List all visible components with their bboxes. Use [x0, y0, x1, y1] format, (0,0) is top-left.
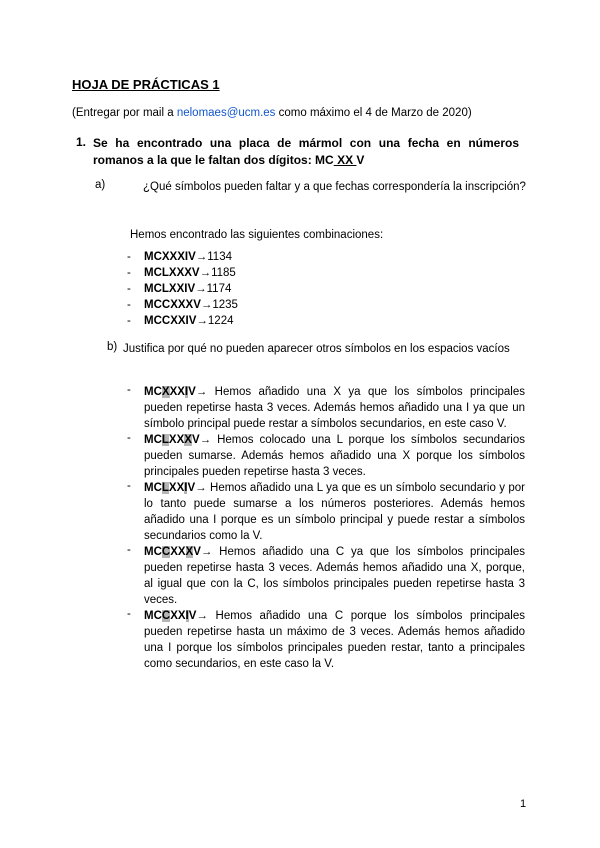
question-number: 1. [76, 135, 87, 149]
decimal-value: 1185 [211, 267, 236, 279]
decimal-value: 1174 [206, 283, 232, 295]
roman-numeral: MCXXXIV [144, 386, 196, 398]
roman-prefix: MC [315, 153, 334, 167]
question-body: Se ha encontrado una placa de mármol con una fecha en números romanos a la que le faltan dos dígitos: [93, 136, 519, 167]
highlighted-symbol: X [161, 386, 170, 398]
justification-item [127, 544, 525, 608]
part-b-question [123, 341, 528, 358]
bullet-dash: - [127, 384, 131, 396]
combination-item [127, 265, 238, 281]
roman-numeral: MCCXXIV [144, 315, 197, 327]
combination-item [127, 297, 238, 313]
bullet-dash: - [127, 267, 131, 279]
justification-text: Hemos colocado una L porque los símbolos secundarios pueden sumarse. Además hemos añadido una X porque los símbolos principales pueden repetirse hasta 3 veces. [144, 434, 525, 478]
arrow-icon: → [200, 299, 213, 311]
arrow-icon: → [199, 267, 212, 279]
arrow-icon: → [196, 315, 208, 327]
part-b-label: b) [107, 341, 118, 353]
justification-text: Hemos añadido una X ya que los símbolos principales pueden repetirse hasta 3 veces. Además hemos añadido una I ya que un símbolo principal puede restar a símbolos secundarios, en este caso V. [144, 386, 525, 430]
highlighted-symbol: C [161, 546, 171, 558]
bullet-dash: - [127, 251, 131, 263]
combination-item [127, 313, 238, 329]
page-number: 1 [520, 798, 527, 810]
justifications-list [127, 384, 525, 672]
highlighted-symbol: I [184, 386, 189, 398]
bullet-dash: - [127, 299, 131, 311]
roman-numeral: MCLXXXV [144, 434, 200, 446]
roman-numeral: MCCXXXV [144, 299, 201, 311]
justification-item [127, 480, 525, 544]
roman-numeral: MCXXXIV [144, 251, 196, 263]
justification-body [144, 480, 525, 544]
arrow-icon: → [200, 546, 213, 558]
part-b-question-text: Justifica por qué no pueden aparecer otros símbolos en los espacios vacíos [123, 343, 510, 355]
arrow-icon: → [195, 283, 207, 295]
combination-item [127, 249, 238, 265]
bullet-dash: - [127, 480, 131, 492]
justification-body [144, 608, 525, 672]
email-link[interactable]: nelomaes@ucm.es [176, 107, 276, 119]
justification-text: Hemos añadido una L ya que es un símbolo secundario y por lo tanto puede sumarse a los números posteriores. Además hemos añadido una I porque es un símbolo principal y puede restar a símbolos secundarios como la V. [144, 482, 525, 542]
arrow-icon: → [195, 482, 207, 494]
bullet-dash: - [127, 283, 131, 295]
highlighted-symbol: C [161, 610, 171, 622]
highlighted-symbol: X [185, 546, 194, 558]
justification-item [127, 608, 525, 672]
part-a-label: a) [95, 179, 106, 191]
roman-numeral: MCLXXIV [144, 482, 196, 494]
highlighted-symbol: X [184, 434, 192, 446]
arrow-icon: → [195, 386, 208, 398]
instructions-after: como máximo el 4 de Marzo de 2020) [275, 107, 472, 119]
part-a-question: ¿Qué símbolos pueden faltar y a que fechas correspondería la inscripción? [143, 181, 526, 193]
arrow-icon: → [195, 251, 208, 263]
roman-mid: XX [337, 153, 354, 167]
justification-text: Hemos añadido una C porque los símbolos principales pueden repetirse hasta un máximo de 3 veces. Además hemos añadido una I porque los símbolos principales pueden restar, tanto a principales como secundarios, en este caso la V. [144, 610, 525, 670]
bullet-dash: - [127, 544, 131, 556]
highlighted-symbol: I [185, 610, 189, 622]
bullet-dash: - [127, 432, 131, 444]
combination-item [127, 281, 238, 297]
roman-numeral: MCLXXIV [144, 283, 196, 295]
arrow-icon: → [196, 610, 208, 622]
roman-suffix: V [356, 153, 365, 167]
combinations-intro: Hemos encontrado las siguientes combinaciones: [130, 229, 384, 241]
highlighted-symbol: I [184, 482, 188, 494]
instructions-before: (Entregar por mail a [72, 107, 177, 119]
highlighted-symbol: L [161, 482, 169, 494]
highlighted-symbol: L [161, 434, 169, 446]
roman-numeral: MCCXXIV [144, 610, 197, 622]
decimal-value: 1134 [207, 251, 232, 263]
justification-text: Hemos añadido una C ya que los símbolos principales pueden repetirse hasta 3 veces. Además hemos añadido una X, porque, al igual que con la C, los símbolos principales pueden repetirse hasta 3 veces. [144, 546, 525, 606]
decimal-value: 1224 [207, 315, 234, 327]
question-text [93, 135, 519, 169]
justification-body [144, 544, 525, 608]
bullet-dash: - [127, 315, 131, 327]
roman-numeral: MCCXXXV [144, 546, 201, 558]
arrow-icon: → [199, 434, 212, 446]
combinations-list [127, 249, 238, 329]
justification-item [127, 384, 525, 432]
justification-item [127, 432, 525, 480]
roman-numeral: MCLXXXV [144, 267, 200, 279]
justification-body [144, 432, 525, 480]
justification-body [144, 384, 525, 432]
decimal-value: 1235 [212, 299, 238, 311]
bullet-dash: - [127, 608, 131, 620]
delivery-instructions [72, 107, 472, 119]
page-title: HOJA DE PRÁCTICAS 1 [72, 77, 220, 92]
